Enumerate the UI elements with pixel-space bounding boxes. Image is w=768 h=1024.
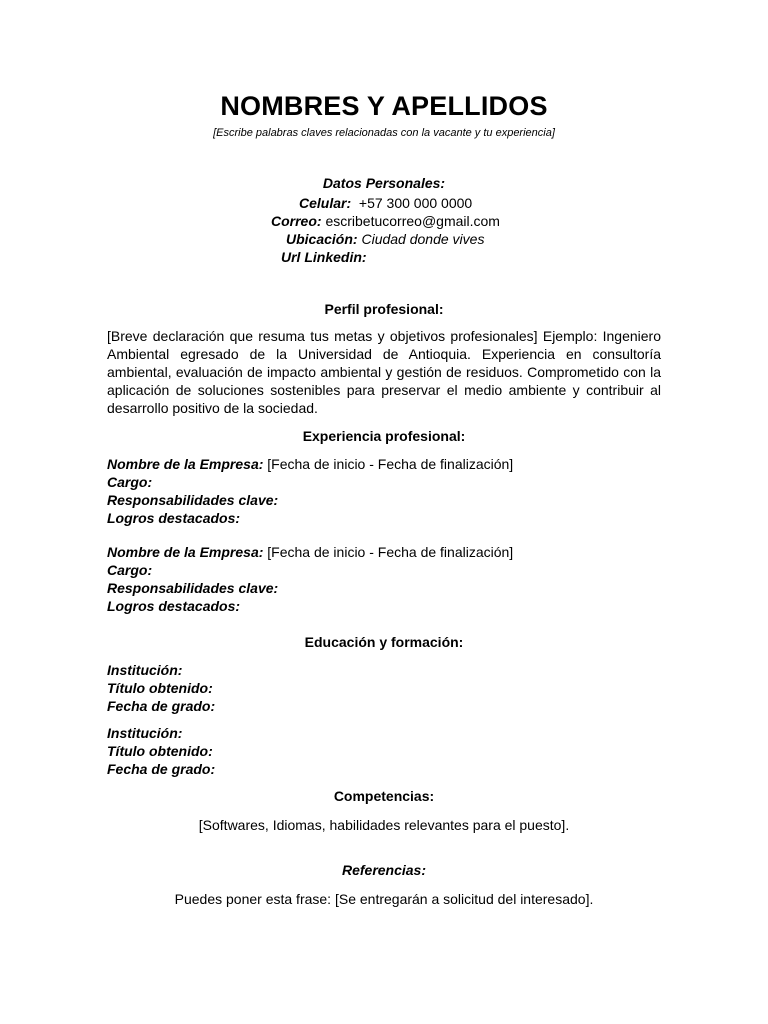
location-row: [286, 231, 484, 247]
skills-heading: Competencias:: [333, 788, 435, 804]
profile-heading: Perfil profesional:: [324, 301, 444, 317]
linkedin-label: Url Linkedin:: [281, 249, 367, 265]
position-label: Cargo:: [107, 474, 153, 490]
email-label: Correo:: [271, 213, 322, 229]
phone-row: [299, 195, 472, 211]
achievements-label: Logros destacados:: [107, 510, 241, 526]
education-heading: Educación y formación:: [304, 634, 464, 650]
profile-paragraph: [Breve declaración que resuma tus metas y objetivos profesionales] Ejemplo: Ingeniero Ambiental egresado de la Universidad de Antioquia. Experiencia en consultoría ambiental, evaluación de impacto ambiental y gestión de residuos. Comprometido con la aplicación de soluciones sostenibles para preservar el medio ambiente y contribuir al desarrollo positivo de la sociedad.: [107, 328, 661, 416]
page-subtitle: [Escribe palabras claves relacionadas con la vacante y tu experiencia]: [213, 127, 555, 139]
company-dates: [Fecha de inicio - Fecha de finalización]: [267, 456, 514, 472]
graduation-date-label: Fecha de grado:: [107, 698, 216, 714]
institution-label: Institución:: [107, 725, 183, 741]
degree-label: Título obtenido:: [107, 743, 213, 759]
company-label: Nombre de la Empresa:: [107, 456, 264, 472]
achievements-label: Logros destacados:: [107, 598, 241, 614]
location-value: Ciudad donde vives: [361, 231, 485, 247]
skills-text: [Softwares, Idiomas, habilidades relevantes para el puesto].: [198, 817, 570, 833]
institution-label: Institución:: [107, 662, 183, 678]
responsibilities-label: Responsabilidades clave:: [107, 492, 279, 508]
email-value: escribetucorreo@gmail.com: [325, 213, 500, 229]
linkedin-row: [281, 249, 367, 265]
page-title: NOMBRES Y APELLIDOS: [220, 91, 548, 121]
references-heading: Referencias:: [341, 862, 427, 878]
graduation-date-label: Fecha de grado:: [107, 761, 216, 777]
experience-heading: Experiencia profesional:: [302, 428, 466, 444]
experience-company-row: [107, 456, 513, 472]
location-label: Ubicación:: [286, 231, 358, 247]
phone-label: Celular:: [299, 195, 352, 211]
degree-label: Título obtenido:: [107, 680, 213, 696]
experience-company-row: [107, 544, 513, 560]
company-dates: [Fecha de inicio - Fecha de finalización]: [267, 544, 514, 560]
references-text: Puedes poner esta frase: [Se entregarán a solicitud del interesado].: [174, 891, 594, 907]
email-row: [271, 213, 500, 229]
phone-value: +57 300 000 0000: [358, 195, 473, 211]
responsibilities-label: Responsabilidades clave:: [107, 580, 279, 596]
position-label: Cargo:: [107, 562, 153, 578]
personal-heading: Datos Personales:: [322, 175, 446, 191]
company-label: Nombre de la Empresa:: [107, 544, 264, 560]
